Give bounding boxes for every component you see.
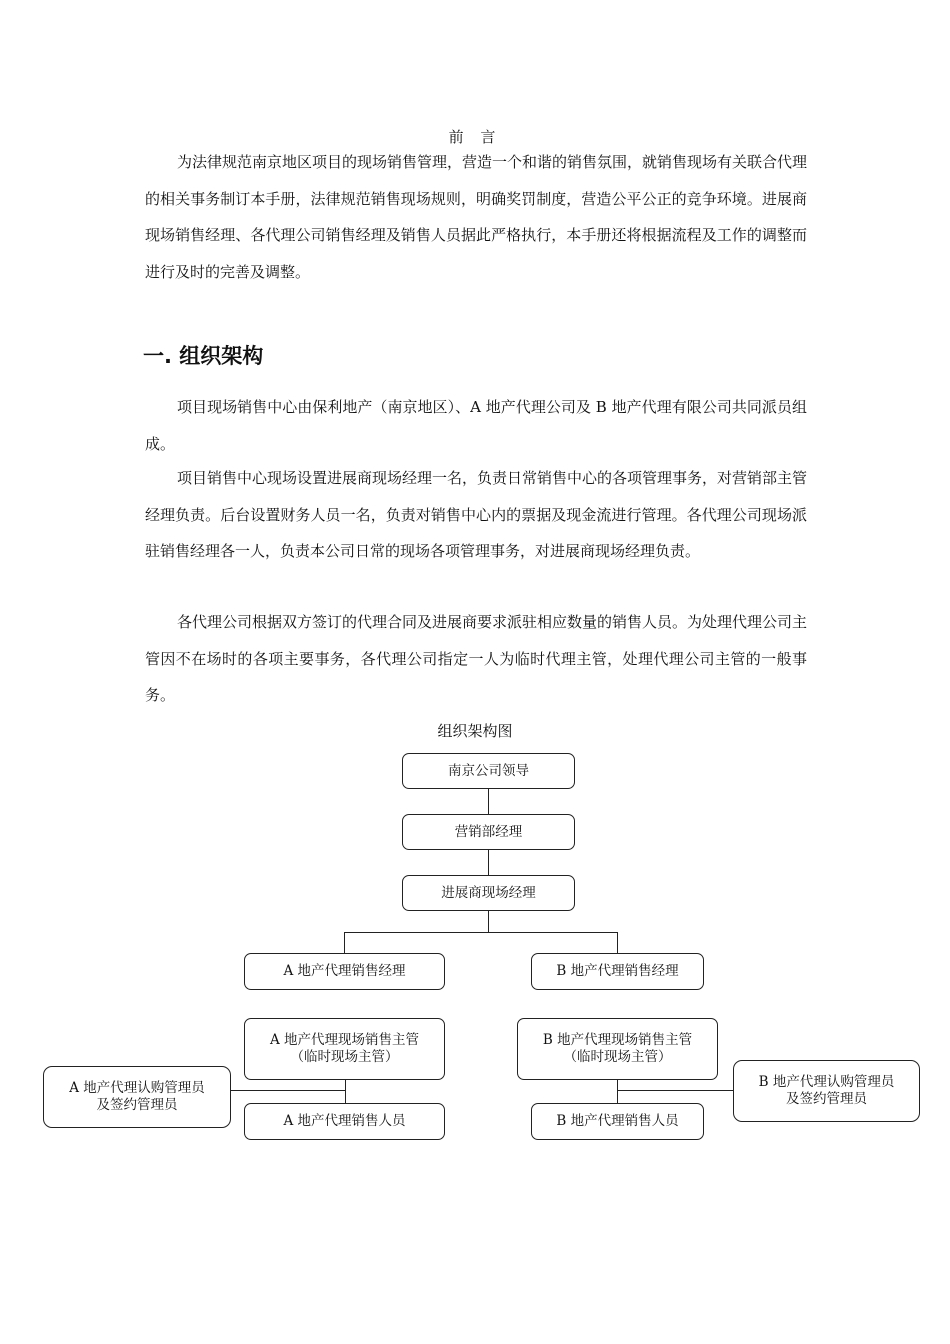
org-box-label: A 地产代理销售人员 xyxy=(283,1113,406,1129)
org-box-developer-site-manager xyxy=(402,875,575,911)
org-box-label-group xyxy=(759,1074,895,1108)
section-heading-organization: 一. 组织架构 xyxy=(143,344,264,368)
org-box-b-site-supervisor xyxy=(517,1018,718,1080)
org-box-b-sales-staff xyxy=(531,1103,704,1140)
org-box-label-line1: B 地产代理认购管理员 xyxy=(758,1074,895,1090)
connector-marketing-site xyxy=(488,850,489,876)
connector-branch-horizontal xyxy=(344,932,618,933)
org-box-label-group xyxy=(69,1080,205,1114)
preface-title: 前 言 xyxy=(448,128,502,146)
org-box-nanjing-leader xyxy=(402,753,575,789)
section-paragraph-2: 项目销售中心现场设置进展商现场经理一名，负责日常销售中心的各项管理事务，对营销部主管经理负责。后台设置财务人员一名，负责对销售中心内的票据及现金流进行管理。各代理公司现场派驻销售经理各一人，负责本公司日常的现场各项管理事务，对进展商现场经理负责。 xyxy=(145,469,808,560)
org-box-label: B 地产代理销售经理 xyxy=(556,963,679,979)
org-box-label-line2: （临时现场主管） xyxy=(290,1049,399,1065)
org-box-label-line2: 及签约管理员 xyxy=(96,1097,178,1113)
org-box-label-group xyxy=(543,1032,692,1066)
org-box-label: 营销部经理 xyxy=(454,823,523,840)
preface-paragraph: 为法律规范南京地区项目的现场销售管理，营造一个和谐的销售氛围，就销售现场有关联合代理的相关事务制订本手册，法律规范销售现场规则，明确奖罚制度，营造公平公正的竞争环境。进展商现场销售经理、各代理公司销售经理及销售人员据此严格执行，本手册还将根据流程及工作的调整而进行及时的完善及调整。 xyxy=(145,153,808,281)
org-box-a-sales-staff xyxy=(244,1103,445,1140)
connector-site-branch xyxy=(488,911,489,932)
section-paragraph-1: 项目现场销售中心由保利地产（南京地区）、A 地产代理公司及 B 地产代理有限公司共同派员组成。 xyxy=(145,398,807,453)
org-box-label-line2: 及签约管理员 xyxy=(786,1091,867,1107)
org-box-label: 南京公司领导 xyxy=(448,762,529,779)
section-paragraph-3: 各代理公司根据双方签订的代理合同及进展商要求派驻相应数量的销售人员。为处理代理公司主管因不在场时的各项主要事务，各代理公司指定一人为临时代理主管，处理代理公司主管的一般事务。 xyxy=(145,613,808,704)
org-box-a-site-supervisor xyxy=(244,1018,445,1080)
org-box-label: A 地产代理销售经理 xyxy=(283,963,406,979)
org-box-a-admin xyxy=(43,1066,231,1128)
connector-branch-a xyxy=(344,932,345,954)
org-box-label-line2: （临时现场主管） xyxy=(563,1049,672,1065)
connector-a-supervisor-staff xyxy=(345,1080,346,1104)
connector-b-supervisor-staff xyxy=(617,1080,618,1104)
org-chart-caption: 组织架构图 xyxy=(437,722,513,740)
org-box-b-admin xyxy=(733,1060,920,1122)
org-box-label-line1: A 地产代理认购管理员 xyxy=(69,1080,205,1096)
org-box-label-line1: B 地产代理现场销售主管 xyxy=(542,1032,693,1048)
org-box-label: 进展商现场经理 xyxy=(441,884,536,901)
org-box-marketing-manager xyxy=(402,814,575,850)
connector-b-admin xyxy=(617,1090,734,1091)
org-box-label-line1: A 地产代理现场销售主管 xyxy=(269,1032,420,1048)
org-box-b-sales-manager xyxy=(531,953,704,990)
connector-branch-b xyxy=(617,932,618,954)
org-box-label-group xyxy=(270,1032,419,1066)
org-box-a-sales-manager xyxy=(244,953,445,990)
connector-a-admin xyxy=(230,1090,346,1091)
org-box-label: B 地产代理销售人员 xyxy=(556,1113,679,1129)
connector-leader-marketing xyxy=(488,789,489,815)
